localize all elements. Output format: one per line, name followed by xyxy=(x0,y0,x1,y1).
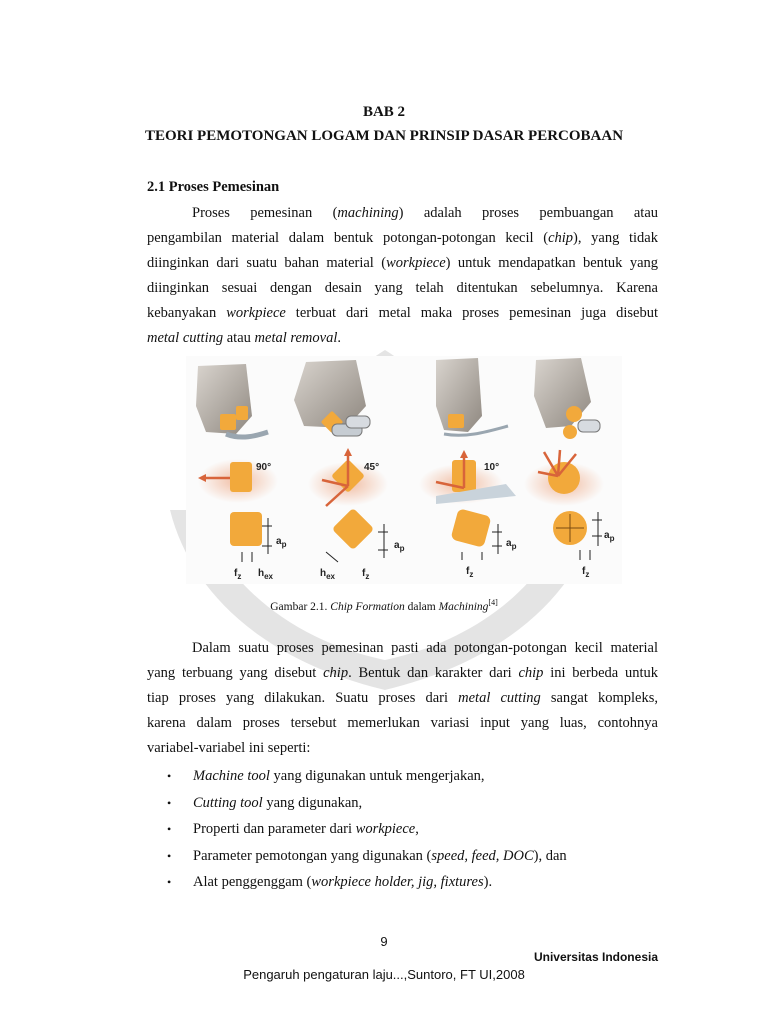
para1-line-4: diinginkan sesuai dengan desain yang telah ditentukan sebelumnya. Karena xyxy=(147,280,658,296)
para1-line-2: pengambilan material dalam bentuk potongan-potongan kecil (chip), yang tidak xyxy=(147,230,658,246)
label-hex-1: $h_{ex}$ xyxy=(258,568,274,581)
university-name: Universitas Indonesia xyxy=(533,950,658,964)
label-ap-3: $a_p$ xyxy=(506,538,517,551)
row-entering-angles xyxy=(198,448,604,506)
list-item: • Alat penggenggam (workpiece holder, jig, fixtures). xyxy=(165,869,567,896)
chip-formation-illustration xyxy=(186,356,622,584)
label-fz-1: $f_z$ xyxy=(234,568,242,581)
row-milling-tools xyxy=(196,358,600,439)
figure-caption: Gambar 2.1. Chip Formation dalam Machining[4] xyxy=(270,598,498,613)
label-fz-3: $f_z$ xyxy=(466,566,474,579)
para2-line-3: tiap proses yang dilakukan. Suatu proses dari metal cutting sangat kompleks, xyxy=(147,690,658,706)
list-item: • Machine tool yang digunakan untuk mengerjakan, xyxy=(165,763,567,790)
label-ap-2: $a_p$ xyxy=(394,540,405,553)
para1-line-5: kebanyakan workpiece terbuat dari metal maka proses pemesinan juga disebut xyxy=(147,305,658,321)
footer-note: Pengaruh pengaturan laju...,Suntoro, FT UI,2008 xyxy=(243,967,525,982)
paragraph-2 xyxy=(147,636,658,761)
para1-line-1: Proses pemesinan (machining) adalah proses pembuangan atau xyxy=(192,205,659,221)
variable-list xyxy=(165,763,567,896)
list-item: • Parameter pemotongan yang digunakan (speed, feed, DOC), dan xyxy=(165,843,567,870)
bullet-icon: • xyxy=(167,795,172,810)
para1-line-6: metal cutting atau metal removal. xyxy=(147,330,341,346)
page-number: 9 xyxy=(380,934,388,949)
list-item: • Cutting tool yang digunakan, xyxy=(165,790,567,817)
label-fz-2: $f_z$ xyxy=(362,568,370,581)
para2-line-1: Dalam suatu proses pemesinan pasti ada potongan-potongan kecil material xyxy=(192,640,658,656)
bullet-icon: • xyxy=(167,769,172,783)
angle-label-3: 10° xyxy=(484,462,500,473)
para2-line-2: yang terbuang yang disebut chip. Bentuk dan karakter dari chip ini berbeda untuk xyxy=(147,665,658,681)
label-fz-4: $f_z$ xyxy=(582,566,590,579)
list-item: • Properti dan parameter dari workpiece, xyxy=(165,816,567,843)
angle-label-1: 90° xyxy=(256,462,272,473)
label-hex-2: $h_{ex}$ xyxy=(320,568,336,581)
para2-line-4: karena dalam proses tersebut memerlukan variasi input yang luas, contohnya xyxy=(147,715,658,731)
label-ap-1: $a_p$ xyxy=(276,536,287,549)
paragraph-1 xyxy=(147,201,658,351)
chapter-label: BAB 2 xyxy=(362,104,406,120)
section-heading: 2.1 Proses Pemesinan xyxy=(147,179,280,195)
bullet-icon: • xyxy=(167,875,172,889)
para1-line-3: diinginkan dari suatu bahan material (workpiece) untuk mendapatkan bentuk yang xyxy=(147,255,659,271)
chip-formation-figure xyxy=(186,356,622,584)
angle-label-2: 45° xyxy=(364,462,380,473)
row-insert-geometry xyxy=(230,508,615,581)
para2-line-5: variabel-variabel ini seperti: xyxy=(147,740,311,756)
bullet-icon: • xyxy=(167,848,172,863)
label-ap-4: $a_p$ xyxy=(604,530,615,543)
bullet-icon: • xyxy=(167,822,172,836)
chapter-title: TEORI PEMOTONGAN LOGAM DAN PRINSIP DASAR PERCOBAAN xyxy=(144,128,624,144)
